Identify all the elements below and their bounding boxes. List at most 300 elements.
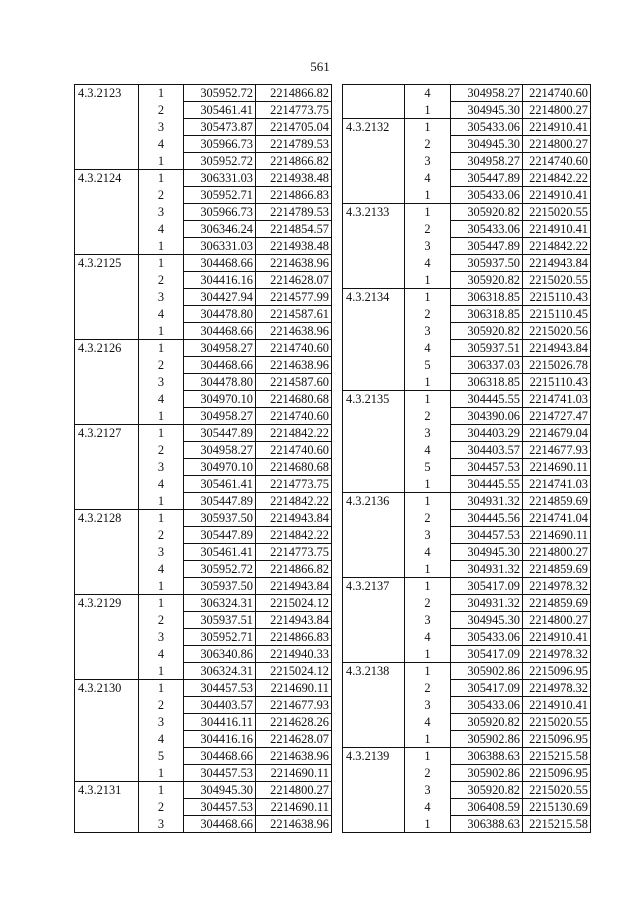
- x-coordinate-cell: 305447.89: [184, 527, 256, 544]
- point-number-cell: 3: [139, 629, 184, 646]
- x-coordinate-cell: 304445.55: [451, 391, 523, 408]
- x-coordinate-cell: 304478.80: [184, 306, 256, 323]
- parcel-id-cell: [343, 459, 405, 476]
- parcel-id-cell: [343, 425, 405, 442]
- parcel-id-cell: [343, 323, 405, 340]
- y-coordinate-cell: 2214800.27: [523, 136, 591, 153]
- point-number-cell: 4: [405, 629, 451, 646]
- parcel-id-cell: [75, 136, 139, 153]
- table-row: [75, 255, 332, 272]
- parcel-id-cell: 4.3.2132: [343, 119, 405, 136]
- y-coordinate-cell: 2214741.04: [523, 510, 591, 527]
- point-number-cell: 3: [405, 425, 451, 442]
- point-number-cell: 2: [139, 442, 184, 459]
- table-row: [75, 374, 332, 391]
- y-coordinate-cell: 2214690.11: [523, 459, 591, 476]
- parcel-id-cell: 4.3.2133: [343, 204, 405, 221]
- parcel-id-cell: [75, 289, 139, 306]
- parcel-id-cell: [343, 153, 405, 170]
- point-number-cell: 2: [405, 221, 451, 238]
- point-number-cell: 2: [405, 595, 451, 612]
- y-coordinate-cell: 2214943.84: [256, 578, 332, 595]
- parcel-id-cell: [343, 85, 405, 102]
- x-coordinate-cell: 305433.06: [451, 221, 523, 238]
- table-row: [75, 816, 332, 833]
- x-coordinate-cell: 304931.32: [451, 493, 523, 510]
- table-row: [343, 289, 591, 306]
- x-coordinate-cell: 304468.66: [184, 323, 256, 340]
- x-coordinate-cell: 304468.66: [184, 357, 256, 374]
- y-coordinate-cell: 2214859.69: [523, 493, 591, 510]
- parcel-id-cell: 4.3.2138: [343, 663, 405, 680]
- point-number-cell: 2: [139, 272, 184, 289]
- x-coordinate-cell: 305920.82: [451, 272, 523, 289]
- table-row: [343, 272, 591, 289]
- table-row: [75, 340, 332, 357]
- y-coordinate-cell: 2214628.26: [256, 714, 332, 731]
- table-row: [343, 680, 591, 697]
- parcel-id-cell: 4.3.2124: [75, 170, 139, 187]
- y-coordinate-cell: 2214680.68: [256, 391, 332, 408]
- y-coordinate-cell: 2214800.27: [523, 544, 591, 561]
- y-coordinate-cell: 2214910.41: [523, 119, 591, 136]
- parcel-id-cell: [343, 731, 405, 748]
- x-coordinate-cell: 304427.94: [184, 289, 256, 306]
- x-coordinate-cell: 306324.31: [184, 663, 256, 680]
- point-number-cell: 4: [405, 714, 451, 731]
- point-number-cell: 1: [139, 153, 184, 170]
- x-coordinate-cell: 305433.06: [451, 697, 523, 714]
- table-row: [75, 697, 332, 714]
- point-number-cell: 3: [139, 204, 184, 221]
- point-number-cell: 3: [405, 323, 451, 340]
- y-coordinate-cell: 2214705.04: [256, 119, 332, 136]
- y-coordinate-cell: 2214943.84: [523, 340, 591, 357]
- y-coordinate-cell: 2214677.93: [256, 697, 332, 714]
- x-coordinate-cell: 305952.71: [184, 187, 256, 204]
- x-coordinate-cell: 304390.06: [451, 408, 523, 425]
- y-coordinate-cell: 2214866.82: [256, 561, 332, 578]
- table-row: [343, 170, 591, 187]
- x-coordinate-cell: 304945.30: [451, 544, 523, 561]
- table-row: [343, 544, 591, 561]
- point-number-cell: 1: [405, 289, 451, 306]
- point-number-cell: 1: [139, 578, 184, 595]
- point-number-cell: 1: [405, 374, 451, 391]
- parcel-id-cell: 4.3.2136: [343, 493, 405, 510]
- y-coordinate-cell: 2214866.83: [256, 187, 332, 204]
- x-coordinate-cell: 305461.41: [184, 476, 256, 493]
- parcel-id-cell: [75, 102, 139, 119]
- parcel-id-cell: [75, 731, 139, 748]
- x-coordinate-cell: 305952.72: [184, 153, 256, 170]
- point-number-cell: 1: [405, 663, 451, 680]
- parcel-id-cell: [75, 391, 139, 408]
- parcel-id-cell: [75, 272, 139, 289]
- parcel-id-cell: [75, 748, 139, 765]
- table-row: [75, 476, 332, 493]
- table-row: [75, 425, 332, 442]
- point-number-cell: 1: [139, 238, 184, 255]
- y-coordinate-cell: 2214800.27: [523, 612, 591, 629]
- point-number-cell: 1: [139, 765, 184, 782]
- table-row: [75, 170, 332, 187]
- table-row: [343, 357, 591, 374]
- point-number-cell: 1: [405, 816, 451, 833]
- point-number-cell: 3: [139, 289, 184, 306]
- table-row: [75, 561, 332, 578]
- table-row: [343, 102, 591, 119]
- point-number-cell: 1: [139, 663, 184, 680]
- x-coordinate-cell: 305461.41: [184, 544, 256, 561]
- table-row: [75, 306, 332, 323]
- point-number-cell: 1: [139, 408, 184, 425]
- point-number-cell: 4: [139, 561, 184, 578]
- y-coordinate-cell: 2215020.55: [523, 204, 591, 221]
- x-coordinate-cell: 305952.71: [184, 629, 256, 646]
- point-number-cell: 1: [405, 272, 451, 289]
- parcel-id-cell: 4.3.2125: [75, 255, 139, 272]
- parcel-id-cell: [343, 255, 405, 272]
- point-number-cell: 1: [139, 85, 184, 102]
- parcel-id-cell: [343, 680, 405, 697]
- table-row: [343, 153, 591, 170]
- table-row: [343, 731, 591, 748]
- point-number-cell: 3: [139, 544, 184, 561]
- parcel-id-cell: 4.3.2123: [75, 85, 139, 102]
- x-coordinate-cell: 304945.30: [184, 782, 256, 799]
- y-coordinate-cell: 2215215.58: [523, 748, 591, 765]
- y-coordinate-cell: 2214773.75: [256, 476, 332, 493]
- x-coordinate-cell: 306318.85: [451, 374, 523, 391]
- x-coordinate-cell: 306388.63: [451, 748, 523, 765]
- x-coordinate-cell: 305417.09: [451, 646, 523, 663]
- x-coordinate-cell: 304958.27: [184, 442, 256, 459]
- parcel-id-cell: [343, 799, 405, 816]
- table-row: [75, 544, 332, 561]
- x-coordinate-cell: 305433.06: [451, 187, 523, 204]
- y-coordinate-cell: 2214638.96: [256, 323, 332, 340]
- table-row: [343, 629, 591, 646]
- parcel-id-cell: [343, 221, 405, 238]
- parcel-id-cell: [75, 561, 139, 578]
- point-number-cell: 1: [405, 102, 451, 119]
- x-coordinate-cell: 305920.82: [451, 782, 523, 799]
- y-coordinate-cell: 2214740.60: [256, 408, 332, 425]
- table-row: [343, 204, 591, 221]
- y-coordinate-cell: 2214628.07: [256, 731, 332, 748]
- point-number-cell: 4: [139, 136, 184, 153]
- y-coordinate-cell: 2214680.68: [256, 459, 332, 476]
- parcel-id-cell: [75, 306, 139, 323]
- page-number: 561: [310, 59, 330, 74]
- x-coordinate-cell: 305447.89: [184, 425, 256, 442]
- y-coordinate-cell: 2215110.43: [523, 289, 591, 306]
- parcel-id-cell: 4.3.2127: [75, 425, 139, 442]
- x-coordinate-cell: 304970.10: [184, 459, 256, 476]
- table-row: [75, 748, 332, 765]
- x-coordinate-cell: 305447.89: [184, 493, 256, 510]
- table-row: [343, 476, 591, 493]
- parcel-id-cell: 4.3.2137: [343, 578, 405, 595]
- x-coordinate-cell: 306318.85: [451, 289, 523, 306]
- table-row: [343, 510, 591, 527]
- parcel-id-cell: [343, 646, 405, 663]
- table-row: [75, 357, 332, 374]
- parcel-id-cell: 4.3.2135: [343, 391, 405, 408]
- y-coordinate-cell: 2214773.75: [256, 544, 332, 561]
- y-coordinate-cell: 2214679.04: [523, 425, 591, 442]
- point-number-cell: 4: [405, 255, 451, 272]
- y-coordinate-cell: 2214842.22: [523, 238, 591, 255]
- x-coordinate-cell: 305937.50: [184, 578, 256, 595]
- y-coordinate-cell: 2215096.95: [523, 731, 591, 748]
- table-row: [343, 714, 591, 731]
- x-coordinate-cell: 305433.06: [451, 119, 523, 136]
- x-coordinate-cell: 305966.73: [184, 136, 256, 153]
- point-number-cell: 2: [405, 680, 451, 697]
- x-coordinate-cell: 304403.57: [451, 442, 523, 459]
- point-number-cell: 1: [405, 204, 451, 221]
- point-number-cell: 2: [139, 357, 184, 374]
- x-coordinate-cell: 305447.89: [451, 170, 523, 187]
- x-coordinate-cell: 304468.66: [184, 816, 256, 833]
- parcel-id-cell: [343, 374, 405, 391]
- point-number-cell: 4: [405, 544, 451, 561]
- y-coordinate-cell: 2214587.60: [256, 374, 332, 391]
- point-number-cell: 3: [405, 527, 451, 544]
- parcel-id-cell: [75, 578, 139, 595]
- parcel-id-cell: [343, 408, 405, 425]
- y-coordinate-cell: 2214854.57: [256, 221, 332, 238]
- y-coordinate-cell: 2214638.96: [256, 255, 332, 272]
- point-number-cell: 4: [405, 85, 451, 102]
- parcel-id-cell: 4.3.2131: [75, 782, 139, 799]
- point-number-cell: 3: [405, 238, 451, 255]
- x-coordinate-cell: 306331.03: [184, 238, 256, 255]
- point-number-cell: 4: [405, 340, 451, 357]
- x-coordinate-cell: 304478.80: [184, 374, 256, 391]
- x-coordinate-cell: 306337.03: [451, 357, 523, 374]
- point-number-cell: 4: [139, 646, 184, 663]
- x-coordinate-cell: 305473.87: [184, 119, 256, 136]
- parcel-id-cell: [75, 187, 139, 204]
- x-coordinate-cell: 306318.85: [451, 306, 523, 323]
- point-number-cell: 4: [139, 391, 184, 408]
- y-coordinate-cell: 2214741.03: [523, 476, 591, 493]
- point-number-cell: 1: [139, 425, 184, 442]
- y-coordinate-cell: 2214690.11: [256, 680, 332, 697]
- point-number-cell: 2: [405, 765, 451, 782]
- point-number-cell: 1: [139, 782, 184, 799]
- parcel-id-cell: [343, 782, 405, 799]
- x-coordinate-cell: 305417.09: [451, 578, 523, 595]
- x-coordinate-cell: 304457.53: [451, 459, 523, 476]
- table-row: [75, 323, 332, 340]
- parcel-id-cell: [343, 357, 405, 374]
- point-number-cell: 1: [139, 493, 184, 510]
- y-coordinate-cell: 2214943.84: [256, 510, 332, 527]
- point-number-cell: 1: [405, 646, 451, 663]
- table-row: [75, 731, 332, 748]
- y-coordinate-cell: 2215020.55: [523, 714, 591, 731]
- y-coordinate-cell: 2214577.99: [256, 289, 332, 306]
- table-row: [343, 612, 591, 629]
- x-coordinate-cell: 304457.53: [184, 765, 256, 782]
- y-coordinate-cell: 2215020.55: [523, 272, 591, 289]
- parcel-id-cell: [75, 153, 139, 170]
- y-coordinate-cell: 2214842.22: [256, 527, 332, 544]
- x-coordinate-cell: 305966.73: [184, 204, 256, 221]
- x-coordinate-cell: 305920.82: [451, 204, 523, 221]
- parcel-id-cell: [75, 357, 139, 374]
- point-number-cell: 2: [405, 136, 451, 153]
- parcel-id-cell: [75, 408, 139, 425]
- table-row: [75, 102, 332, 119]
- table-row: [343, 221, 591, 238]
- x-coordinate-cell: 305433.06: [451, 629, 523, 646]
- parcel-id-cell: [343, 765, 405, 782]
- table-row: [75, 221, 332, 238]
- parcel-id-cell: [75, 612, 139, 629]
- table-row: [343, 578, 591, 595]
- table-row: [343, 459, 591, 476]
- parcel-id-cell: 4.3.2139: [343, 748, 405, 765]
- point-number-cell: 1: [139, 510, 184, 527]
- point-number-cell: 1: [405, 476, 451, 493]
- y-coordinate-cell: 2214740.60: [523, 85, 591, 102]
- point-number-cell: 2: [139, 187, 184, 204]
- parcel-id-cell: 4.3.2126: [75, 340, 139, 357]
- table-row: [343, 238, 591, 255]
- y-coordinate-cell: 2215020.55: [523, 782, 591, 799]
- x-coordinate-cell: 304945.30: [451, 136, 523, 153]
- x-coordinate-cell: 305447.89: [451, 238, 523, 255]
- y-coordinate-cell: 2214940.33: [256, 646, 332, 663]
- table-row: [343, 799, 591, 816]
- table-row: [75, 238, 332, 255]
- parcel-id-cell: [75, 663, 139, 680]
- point-number-cell: 1: [405, 119, 451, 136]
- y-coordinate-cell: 2215026.78: [523, 357, 591, 374]
- point-number-cell: 1: [139, 255, 184, 272]
- parcel-id-cell: [343, 272, 405, 289]
- x-coordinate-cell: 305937.51: [451, 340, 523, 357]
- parcel-id-cell: [343, 544, 405, 561]
- parcel-id-cell: [343, 510, 405, 527]
- x-coordinate-cell: 304958.27: [451, 153, 523, 170]
- x-coordinate-cell: 306388.63: [451, 816, 523, 833]
- y-coordinate-cell: 2215020.56: [523, 323, 591, 340]
- y-coordinate-cell: 2215110.45: [523, 306, 591, 323]
- parcel-id-cell: [75, 493, 139, 510]
- y-coordinate-cell: 2214727.47: [523, 408, 591, 425]
- x-coordinate-cell: 304468.66: [184, 255, 256, 272]
- table-row: [343, 340, 591, 357]
- table-row: [343, 391, 591, 408]
- coordinate-table-left: [74, 84, 332, 833]
- point-number-cell: 3: [405, 697, 451, 714]
- table-row: [75, 646, 332, 663]
- point-number-cell: 2: [139, 102, 184, 119]
- parcel-id-cell: [75, 799, 139, 816]
- table-row: [75, 782, 332, 799]
- y-coordinate-cell: 2214910.41: [523, 187, 591, 204]
- parcel-id-cell: [343, 306, 405, 323]
- x-coordinate-cell: 304416.11: [184, 714, 256, 731]
- x-coordinate-cell: 304945.30: [451, 102, 523, 119]
- x-coordinate-cell: 306346.24: [184, 221, 256, 238]
- point-number-cell: 1: [139, 170, 184, 187]
- table-row: [75, 187, 332, 204]
- x-coordinate-cell: 305902.86: [451, 731, 523, 748]
- point-number-cell: 3: [139, 714, 184, 731]
- parcel-id-cell: [75, 527, 139, 544]
- y-coordinate-cell: 2214638.96: [256, 748, 332, 765]
- x-coordinate-cell: 304958.27: [184, 340, 256, 357]
- parcel-id-cell: [343, 170, 405, 187]
- parcel-id-cell: 4.3.2134: [343, 289, 405, 306]
- y-coordinate-cell: 2214859.69: [523, 561, 591, 578]
- y-coordinate-cell: 2214740.60: [523, 153, 591, 170]
- table-row: [75, 510, 332, 527]
- parcel-id-cell: [343, 340, 405, 357]
- parcel-id-cell: [75, 238, 139, 255]
- parcel-id-cell: [343, 629, 405, 646]
- parcel-id-cell: [343, 442, 405, 459]
- x-coordinate-cell: 304457.53: [184, 680, 256, 697]
- y-coordinate-cell: 2214978.32: [523, 680, 591, 697]
- table-row: [75, 595, 332, 612]
- table-row: [75, 204, 332, 221]
- table-row: [75, 714, 332, 731]
- x-coordinate-cell: 304445.55: [451, 476, 523, 493]
- parcel-id-cell: [343, 595, 405, 612]
- table-row: [343, 765, 591, 782]
- point-number-cell: 2: [139, 612, 184, 629]
- table-row: [343, 493, 591, 510]
- point-number-cell: 4: [405, 799, 451, 816]
- y-coordinate-cell: 2214943.84: [256, 612, 332, 629]
- point-number-cell: 4: [139, 476, 184, 493]
- point-number-cell: 3: [405, 782, 451, 799]
- parcel-id-cell: [75, 323, 139, 340]
- y-coordinate-cell: 2214842.22: [523, 170, 591, 187]
- point-number-cell: 4: [405, 170, 451, 187]
- point-number-cell: 1: [405, 748, 451, 765]
- y-coordinate-cell: 2214978.32: [523, 646, 591, 663]
- table-row: [75, 680, 332, 697]
- y-coordinate-cell: 2214859.69: [523, 595, 591, 612]
- parcel-id-cell: [75, 221, 139, 238]
- table-row: [75, 765, 332, 782]
- y-coordinate-cell: 2214638.96: [256, 816, 332, 833]
- table-row: [343, 408, 591, 425]
- table-row: [75, 408, 332, 425]
- x-coordinate-cell: 304945.30: [451, 612, 523, 629]
- coordinate-table-right: [342, 84, 591, 833]
- x-coordinate-cell: 304958.27: [184, 408, 256, 425]
- y-coordinate-cell: 2214800.27: [256, 782, 332, 799]
- parcel-id-cell: [343, 136, 405, 153]
- table-row: [343, 136, 591, 153]
- table-row: [343, 663, 591, 680]
- point-number-cell: 1: [405, 731, 451, 748]
- table-row: [75, 612, 332, 629]
- parcel-id-cell: [343, 561, 405, 578]
- parcel-id-cell: [75, 765, 139, 782]
- x-coordinate-cell: 305902.86: [451, 663, 523, 680]
